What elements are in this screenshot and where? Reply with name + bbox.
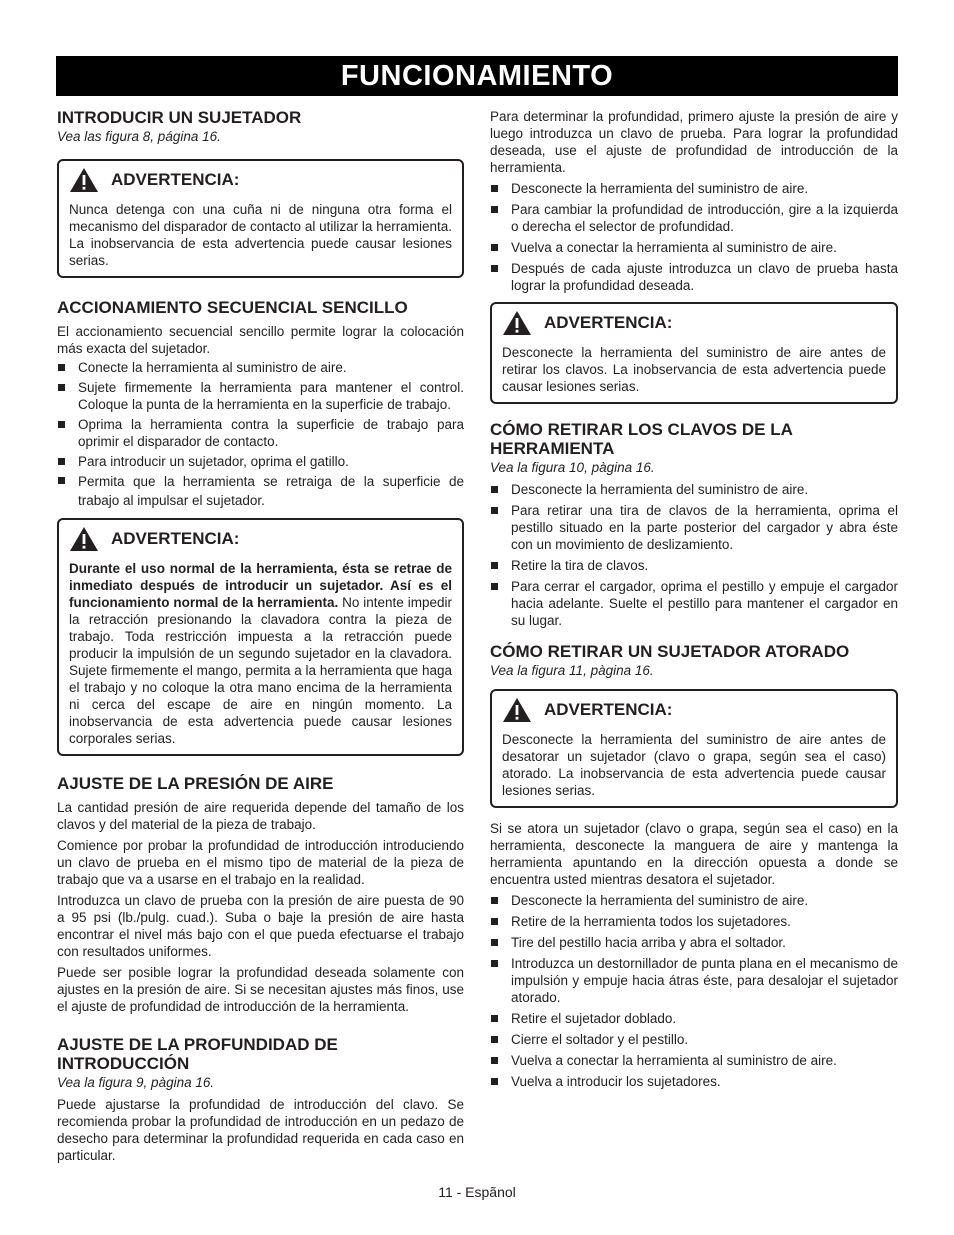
list-item: Retire el sujetador doblado. bbox=[490, 1010, 898, 1027]
list-item: Retire de la herramienta todos los sujetadores. bbox=[490, 913, 898, 930]
warning-triangle-icon bbox=[502, 697, 532, 723]
list-item: Para cambiar la profundidad de introducción, gire a la izquierda o derecha el selector de profundidad. bbox=[490, 201, 898, 235]
section-intro: El accionamiento secuencial sencillo permite lograr la colocación más exacta del sujetador. bbox=[57, 324, 464, 356]
paragraph: Introduzca un clavo de prueba con la presión de aire puesta de 90 a 95 psi (lb./pulg. cuad.). Suba o baje la presión de aire hasta encontrar el nivel más bajo con el que pueda efectuarse el trabajo con resultados uniformes. bbox=[57, 893, 464, 959]
list-item: Después de cada ajuste introduzca un clavo de prueba hasta lograr la profundidad deseada. bbox=[490, 260, 898, 294]
bullet-list bbox=[57, 359, 464, 510]
warning-title: ADVERTENCIA: bbox=[544, 313, 673, 332]
section-heading: AJUSTE DE LA PROFUNDIDAD DE INTRODUCCIÓN bbox=[57, 1035, 338, 1073]
section-heading: ACCIONAMIENTO SECUENCIAL SENCILLO bbox=[57, 298, 408, 317]
warning-text: Desconecte la herramienta del suministro de aire antes de desatorar un sujetador (clavo o grapa, según sea el caso) atorado. La inobservancia de esta advertencia puede causar lesiones serias. bbox=[502, 732, 886, 798]
warning-box bbox=[490, 689, 898, 808]
list-item: Introduzca un destornillador de punta plana en el mecanismo de impulsión y empuje hacia átras éste, para desalojar el sujetador atorado. bbox=[490, 955, 898, 1006]
section-heading: CÓMO RETIRAR LOS CLAVOS DE LA HERRAMIENTA bbox=[490, 420, 793, 458]
bullet-list bbox=[490, 180, 898, 294]
warning-triangle-icon bbox=[502, 310, 532, 336]
paragraph: La cantidad presión de aire requerida depende del tamaño de los clavos y del material de la pieza de trabajo. bbox=[57, 800, 464, 832]
list-item: Desconecte la herramienta del suministro de aire. bbox=[490, 180, 898, 197]
warning-text bbox=[69, 560, 452, 747]
bullet-list bbox=[490, 481, 898, 629]
list-item: Conecte la herramienta al suministro de aire. bbox=[57, 359, 464, 376]
section-heading: CÓMO RETIRAR UN SUJETADOR ATORADO bbox=[490, 642, 850, 661]
list-item: Vuelva a conectar la herramienta al suministro de aire. bbox=[490, 239, 898, 256]
paragraph: Comience por probar la profundidad de introducción introduciendo un clavo de prueba en el mismo tipo de material de la pieza de trabajo que va a usarse en el trabajo en la realidad. bbox=[57, 838, 464, 887]
paragraph: Puede ajustarse la profundidad de introducción del clavo. Se recomienda probar la profundidad de introducción en un pedazo de desecho para determinar la profundidad requerida en cada caso en particular. bbox=[57, 1097, 464, 1163]
right-column bbox=[490, 108, 898, 1090]
list-item: Para cerrar el cargador, oprima el pestillo y empuje el cargador hacia adelante. Suelte el pestillo para mantener el cargador en su lugar. bbox=[490, 578, 898, 629]
list-item: Para retirar una tira de clavos de la herramienta, oprima el pestillo situado en la parte posterior del cargador y abra éste con un movimiento de deslizamiento. bbox=[490, 502, 898, 553]
list-item: Permita que la herramienta se retraiga de la superficie de trabajo al impulsar el sujetador. bbox=[57, 472, 464, 510]
warning-triangle-icon bbox=[69, 526, 99, 552]
warning-box bbox=[490, 302, 898, 404]
figure-reference: Vea la figura 9, pàgina 16. bbox=[57, 1075, 215, 1090]
warning-triangle-icon bbox=[69, 167, 99, 193]
paragraph: Si se atora un sujetador (clavo o grapa, según sea el caso) en la herramienta, desconecte la manguera de aire y mantenga la herramienta apuntando en la dirección opuesta a donde se encuentra usted mientras desatora el sujetador. bbox=[490, 821, 898, 887]
section-heading: INTRODUCIR UN SUJETADOR bbox=[57, 108, 302, 127]
list-item: Retire la tira de clavos. bbox=[490, 557, 898, 574]
warning-box bbox=[57, 518, 464, 756]
list-item: Vuelva a introducir los sujetadores. bbox=[490, 1073, 898, 1090]
list-item: Desconecte la herramienta del suministro de aire. bbox=[490, 481, 898, 498]
list-item: Para introducir un sujetador, oprima el gatillo. bbox=[57, 453, 464, 470]
list-item: Sujete firmemente la herramienta para mantener el control. Coloque la punta de la herramienta en la superficie de trabajo. bbox=[57, 379, 464, 413]
figure-reference: Vea las figura 8, página 16. bbox=[57, 129, 221, 144]
warning-text-rest: No intente impedir la retracción presionando la clavadora contra la pieza de trabajo. Toda restricción impuesta a la retracción puede producir la impulsión de un segundo sujetador en la clavadora. Sujete firmemente el mango, permita a la herramienta que haga el trabajo y no coloque la otra mano encima de la herramienta ni cerca del escape de aire en ningún momento. La inobservancia de esta advertencia puede causar lesiones corporales serias. bbox=[69, 595, 452, 746]
figure-reference: Vea la figura 11, pàgina 16. bbox=[490, 663, 654, 678]
left-column bbox=[57, 108, 464, 1164]
list-item: Vuelva a conectar la herramienta al suministro de aire. bbox=[490, 1052, 898, 1069]
list-item: Oprima la herramienta contra la superficie de trabajo para oprimir el disparador de contacto. bbox=[57, 416, 464, 450]
warning-text: Nunca detenga con una cuña ni de ninguna otra forma el mecanismo del disparador de contacto al utilizar la herramienta. La inobservancia de esta advertencia puede causar lesiones serias. bbox=[69, 202, 452, 268]
bullet-list bbox=[490, 892, 898, 1090]
figure-reference: Vea la figura 10, pàgina 16. bbox=[490, 460, 655, 475]
list-item: Cierre el soltador y el pestillo. bbox=[490, 1031, 898, 1048]
section-heading: AJUSTE DE LA PRESIÓN DE AIRE bbox=[57, 774, 334, 793]
warning-title: ADVERTENCIA: bbox=[111, 529, 240, 548]
page-title: FUNCIONAMIENTO bbox=[56, 56, 898, 96]
page-number: 11 - Espãnol bbox=[438, 1184, 516, 1200]
list-item: Desconecte la herramienta del suministro de aire. bbox=[490, 892, 898, 909]
paragraph: Para determinar la profundidad, primero ajuste la presión de aire y luego introduzca un clavo de prueba. Para lograr la profundidad deseada, use el ajuste de profundidad de introducción de la herramienta. bbox=[490, 109, 898, 175]
warning-bold-text: Durante el uso normal de la herramienta, ésta se retrae de inmediato después de introducir un sujetador. Así es el funcionamiento normal de la herramienta. bbox=[69, 561, 452, 610]
warning-text: Desconecte la herramienta del suministro de aire antes de retirar los clavos. La inobservancia de esta advertencia puede causar lesiones serias. bbox=[502, 345, 886, 394]
paragraph: Puede ser posible lograr la profundidad deseada solamente con ajustes en la presión de aire. Si se necesitan ajustes más finos, use el ajuste de profundidad de introducción de la herramienta. bbox=[57, 965, 464, 1014]
warning-title: ADVERTENCIA: bbox=[544, 700, 673, 719]
warning-title: ADVERTENCIA: bbox=[111, 170, 240, 189]
list-item: Tire del pestillo hacia arriba y abra el soltador. bbox=[490, 934, 898, 951]
warning-box bbox=[57, 159, 464, 278]
